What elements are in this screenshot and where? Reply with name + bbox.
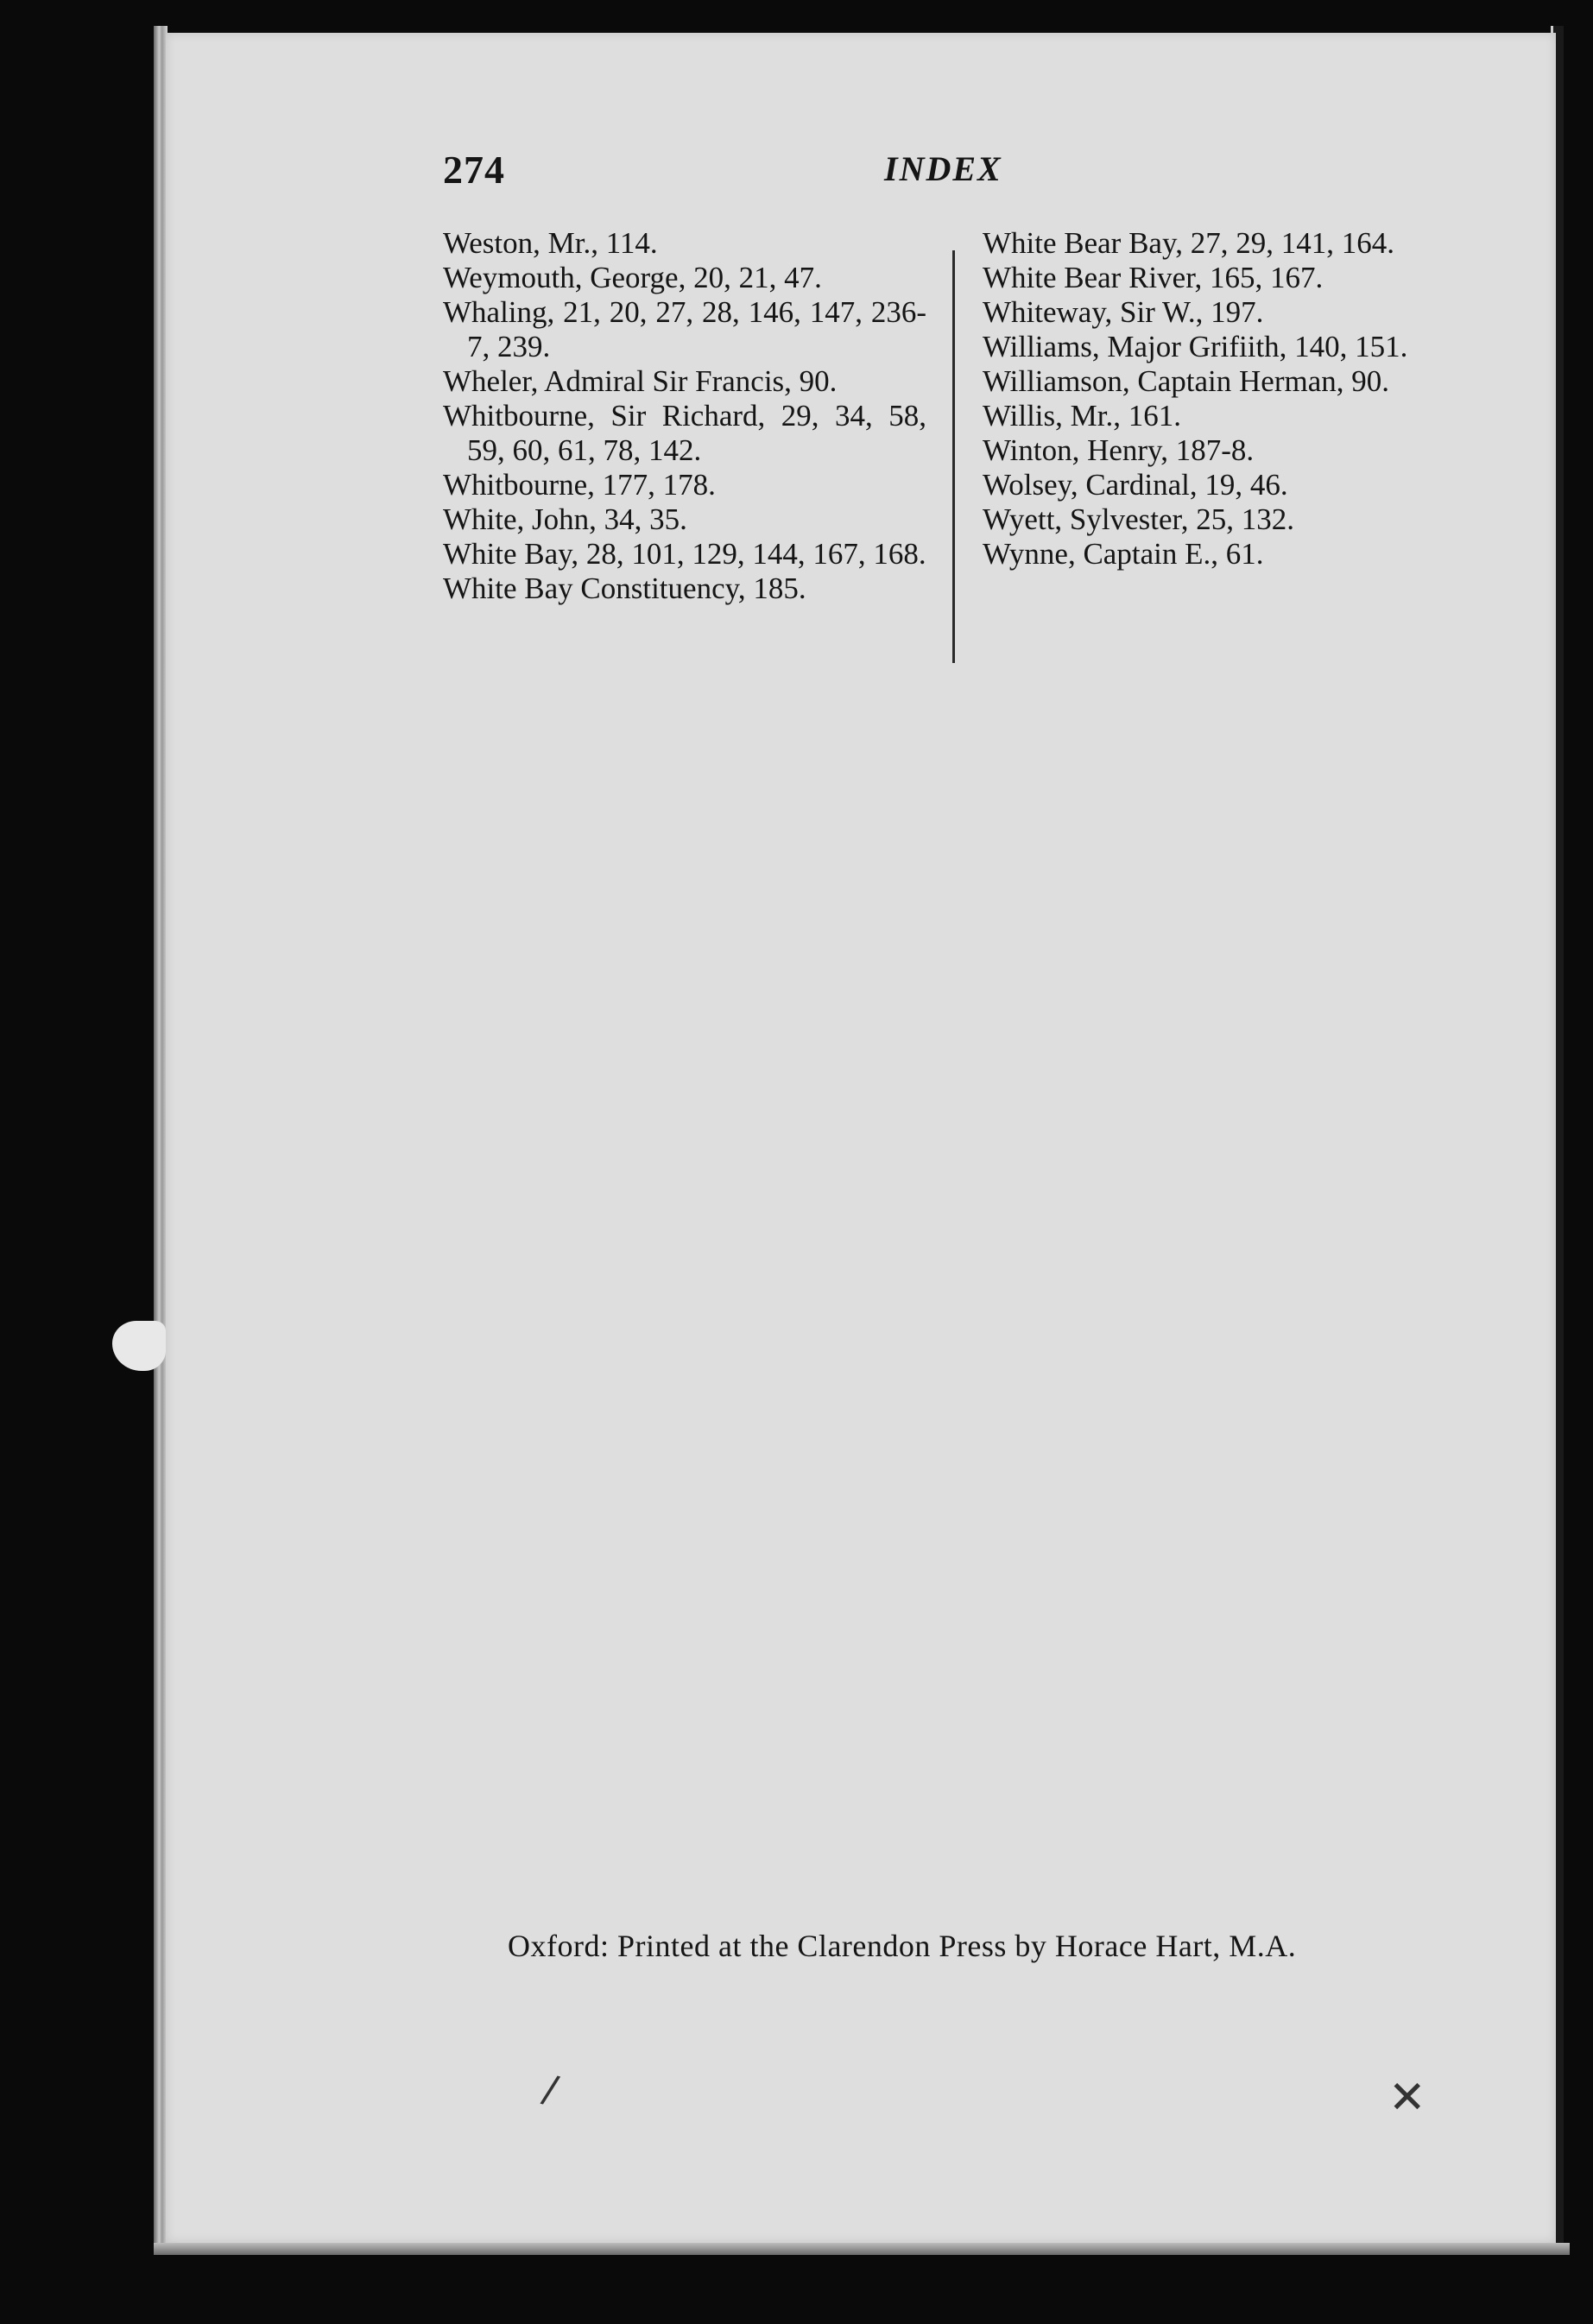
index-entry: Whaling, 21, 20, 27, 28, 146, 147, 236-7, 239. bbox=[443, 295, 926, 363]
index-entry: White Bear Bay, 27, 29, 141, 164. bbox=[983, 226, 1394, 260]
index-column-right bbox=[983, 226, 1479, 572]
index-entry: Williams, Major Grifiith, 140, 151. bbox=[983, 330, 1408, 363]
page-bottom-edge bbox=[154, 2243, 1570, 2255]
index-entry: Wolsey, Cardinal, 19, 46. bbox=[983, 468, 1288, 502]
pencil-cross-mark: ✕ bbox=[1388, 2072, 1426, 2124]
index-entry: Whiteway, Sir W., 197. bbox=[983, 295, 1264, 329]
printer-imprint: Oxford: Printed at the Clarendon Press by Horace Hart, M.A. bbox=[508, 1929, 1297, 1963]
index-entry: Weston, Mr., 114. bbox=[443, 226, 658, 260]
index-entry: Whitbourne, 177, 178. bbox=[443, 468, 716, 502]
index-entry: White, John, 34, 35. bbox=[443, 502, 687, 536]
index-entry: Winton, Henry, 187-8. bbox=[983, 433, 1255, 467]
index-entry: Wheler, Admiral Sir Francis, 90. bbox=[443, 364, 838, 398]
index-entry: Wynne, Captain E., 61. bbox=[983, 537, 1264, 571]
index-entry: White Bay Constituency, 185. bbox=[443, 572, 806, 605]
column-divider bbox=[952, 250, 955, 663]
index-column-left bbox=[443, 226, 926, 606]
index-entry: Weymouth, George, 20, 21, 47. bbox=[443, 261, 822, 294]
index-entry: Wyett, Sylvester, 25, 132. bbox=[983, 502, 1295, 536]
index-entry: White Bear River, 165, 167. bbox=[983, 261, 1324, 294]
index-entry: Willis, Mr., 161. bbox=[983, 399, 1181, 433]
page-title: INDEX bbox=[884, 149, 1002, 188]
index-entry: White Bay, 28, 101, 129, 144, 167, 168. bbox=[443, 537, 926, 571]
pencil-mark: / bbox=[538, 2066, 563, 2113]
index-entry: Williamson, Captain Herman, 90. bbox=[983, 364, 1389, 398]
page-number: 274 bbox=[443, 148, 505, 192]
index-entry: Whitbourne, Sir Richard, 29, 34, 58, 59, 60, 61, 78, 142. bbox=[443, 399, 926, 467]
